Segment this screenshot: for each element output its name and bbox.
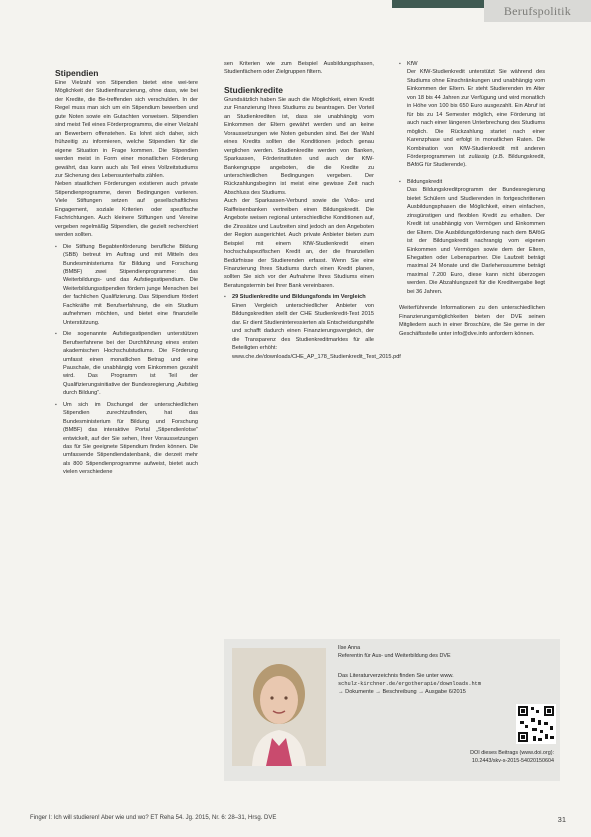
doi-value: 10.2443/skv-s-2015-54020150604 [471,757,554,764]
column-2 [224,60,401,361]
column-3 [399,60,545,338]
author-photo [232,648,326,766]
list-item-title: ▪ 29 Studienkredite und Bildungsfonds im Vergleich [232,294,366,301]
bullet-list [55,243,198,477]
list-item-title: ▪ KfW [407,61,418,67]
paragraph: Weiterführende Informationen zu den unterschiedlichen Finanzierungsmöglichkeiten bieten der DVE seinen Mitgliedern auch in einer Broschüre, die Sie gerne in der Geschäftsstelle unter info@dve.info anfordern können. [399,305,545,337]
paragraph: Eine Vielzahl von Stipendien bietet eine wei-tere Möglichkeit der Studienfinanzierung, ohne dass, wie bei der Kredite, die Be-treffenden sich verschulden. In der Regel muss man sich um ein Stipendium bewerben und gute Noten sowie ein Gutachten vorweisen. Stipendien sind meist Teil eines Förderprogramms, die einer Vielzahl an Bewerbern offenstehen. Es lohnt sich daher, sich frühzeitig zu informieren, welche Stipendien für die eigene Situation in Frage kommen. Die Stipendien werden meist in Form einer monatlichen Förderung gewährt, das kann auch als Teil eines Vollzeitstudiums zur Sicherung des Lebensunterhalts zählen. [55,80,198,179]
author-portrait-image [232,648,326,766]
footer-citation: Finger I: Ich will studieren! Aber wie und wo? ET Reha 54. Jg. 2015, Nr. 6: 28–31, Hrsg. DVE [30,815,277,821]
column-1 [55,60,198,477]
literature-path: → Dokumente → Beschreibung → Ausgabe 6/2015 [338,689,466,695]
list-item [399,60,545,170]
list-item-link[interactable]: www.che.de/downloads/CHE_AP_178_Studienkredit_Test_2015.pdf [232,353,401,360]
author-name: Ilse Anna [338,645,361,651]
list-item-text: Einen Vergleich unterschiedlicher Anbieter von Bildungskrediten stellt der CHE Studienkredit-Test 2015 dar. Er dient Studieninteressierten als Entscheidungshilfe und schafft dadurch einen Finanzierungsvergleich, der die Transparenz des Studienkreditmarktes für alle Beteiligten erhöht: [232,302,374,352]
list-item: ▪ Die Stiftung Begabtenförderung berufliche Bildung (SBB) betreut im Auftrag und mit Mitteln des Bundesministeriums für Bildung und Forschung (BMBF) zwei Stipendienprogramme: das Weiterbildungs- und das Aufstiegsstipendium. Die Weiterbildungsstipendien fördern junge Menschen bei der fachlichen Qualifizierung. Das Stipendium fördert Fachkräfte mit Berufserfahrung, die ein Studium aufnehmen möchten, und bietet eine finanzielle Unterstützung. [55,243,198,328]
bullet-list [224,293,401,361]
list-item: ▪ Um sich im Dschungel der unterschiedlichen Stipendien zurechtzufinden, hat das Bundesministerium für Bildung und Forschung (BMBF) das interaktive Portal „Stipendienlotse“ entwickelt, auf der Sie sehen, Ihrer Voraussetzungen das für Sie geeignete Stipendium finden können. Die umfassende Stipendiendatenbank, die derzeit mehr als 800 Stipendienprogramme aufweist, bietet auch vielen verschiedene [55,401,198,477]
paragraph: Neben staatlichen Förderungen existieren auch private Stipendienprogramme, deren Bedingungen variieren. Viele Stiftungen setzen auf gesellschaftliches Engagement, soziale Kriterien oder spezifische Fachrichtungen. Auch kleinere Stiftungen und Vereine vergeben regelmäßig Stipendien, die gezielt recherchiert werden sollten. [55,181,198,239]
page-number: 31 [557,815,566,824]
list-item-text: Das Bildungskreditprogramm der Bundesregierung bietet Schülern und Studierenden in fortgeschrittenen Ausbildungsphasen die Möglichkeit, einen einfachen, zinsgünstigen und flexiblen Kredit zu erhalten. Der Kredit ist unabhängig von Vermögen und Einkommen der Eltern. Die Ausbildungsförderung nach dem BAföG ist der Bildungskredit nachrangig vom eigenen Einkommen und Vermögen sowie dem der Eltern, Ehegatten oder Lebenspartner. Die Laufzeit beträgt maximal 24 Monate und die Darlehenssumme beträgt maximal 7.200 Euro, diese kann nicht überzogen werden. Die Abzahlungszeit für die Kreditvergabe liegt bei 36 Jahren. [407,187,545,295]
list-item-title: ▪ Bildungskredit [407,178,443,185]
heading-studienkredite: Studienkredite [224,84,284,95]
literature-note [338,672,498,696]
list-item-text: Der KfW-Studienkredit unterstützt Sie während des Studiums ohne Einschränkungen und unabhängig vom Einkommen der Eltern. Er steht Studierenden im Alter von 18 bis 44 Jahren zur Verfügung und wird monatlich in Höhe von 100 bis 650 Euro ausgezahlt. Ein Abruf ist für bis zu 14 Semester möglich, eine Förderung ist auch nach einer längeren Unterbrechung des Studiums möglich. Die Rückzahlung startet nach einer Karenzphase und erfolgt in monatlichen Raten. Die Kombination von KfW-Studienkredit mit anderen Förderprogrammen ist zulässig (z.B. Bildungskredit, BAföG für Studierende). [407,69,545,169]
list-item [224,293,401,361]
qr-code-icon [516,704,556,744]
literature-url[interactable]: schulz-kirchner.de/ergotherapie/downloads.htm [338,681,482,687]
bullet-list [399,60,545,296]
doi-note [448,750,554,765]
author-credit [338,645,538,660]
heading-stipendien: Stipendien [55,68,99,78]
paragraph: Auch der Sparkassen-Verbund sowie die Volks- und Raiffeisenbanken vertreiben einen Bildungskredit. Die Angebote weisen regional unterschiedliche Konditionen auf, die Zinssätze und Laufzeiten sind jedoch an den Angeboten der Region ausgerichtet. Auch private Anbieter bieten zum Beispiel mit einem KfW-Studienkredit einen hochschulspezifischen Kredit an, der die finanziellen Bedürfnisse der Studierenden erfasst. Wenn Sie eine Finanzierung Ihres Studiums durch einen Kredit planen, sollten Sie sich vor der Aufnahme Ihres Studiums einen Beratungstermin bei Ihrer Bank vereinbaren. [224,198,374,289]
section-label: Berufspolitik [484,0,591,22]
paragraph: sen Kriterien wie zum Beispiel Ausbildungsphasen, Studienfächern oder Zielgruppen filtern. [224,61,374,76]
literature-intro: Das Literaturverzeichnis finden Sie unter www. [338,673,454,679]
author-role: Referentin für Aus- und Weiterbildung des DVE [338,652,451,659]
paragraph: Grundsätzlich haben Sie auch die Möglichkeit, einen Kredit zur Finanzierung Ihres Studiums zu beantragen. Der Vorteil an Studienkrediten ist, dass sie unabhängig vom Einkommen der Eltern gewährt werden und an keine Voraussetzungen wie Noten gebunden sind. Bei der Wahl eines Kredits sollten die Konditionen jedoch genau verglichen werden. Studienkredite werden von Banken, Sparkassen, Förderinstituten und auch der KfW-Bankengruppe angeboten, die die Kredite zu unterschiedlichen Bedingungen vergeben. Der Rückzahlungsbeginn ist meist eine gewisse Zeit nach Abschluss des Studiums. [224,96,374,196]
doi-label: DOI dieses Beitrags (www.doi.org): [470,750,554,756]
header-accent-bar [392,0,484,8]
page-footer [30,815,566,824]
list-item: ▪ Die sogenannte Aufstiegsstipendien unterstützen Berufserfahrene bei der Durchführung eines ersten akademischen Hochschulstudiums. Die Förderung umfasst einen monatlichen Betrag und eine Pauschale, die unabhängig vom Einkommen gezahlt wird. Das Programm ist Teil der Qualifizierungsinitiative der Bundesregierung „Aufstieg durch Bildung“. [55,330,198,398]
list-item [399,178,545,296]
